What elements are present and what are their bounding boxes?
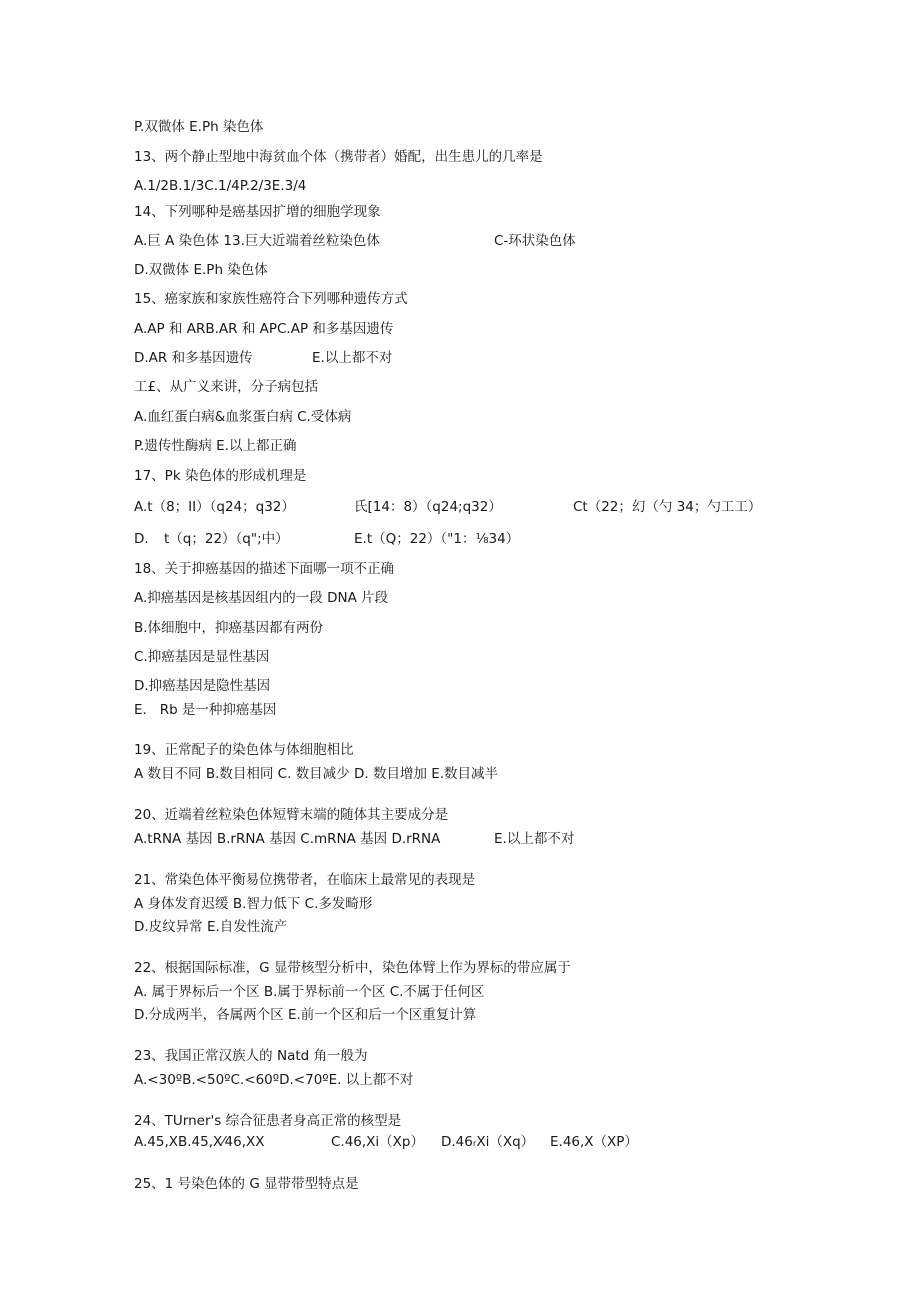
q21-option-de: D.皮纹异常 E.自发性流产 [134, 919, 288, 935]
q17-option-d: t（q；22）（q";中） [164, 531, 289, 547]
q24-option-d: D.46ᵣXi（Xq） [441, 1134, 535, 1150]
q17-option-c: Ct（22；幻（勺 34；勺工工） [573, 499, 762, 515]
q20-option-abcd: A.tRNA 基因 B.rRNA 基因 C.mRNA 基因 D.rRNA [134, 831, 441, 847]
question-17: 17、Pk 染色体的形成机理是 [134, 468, 307, 484]
q14-option-de: D.双微体 E.Ph 染色体 [134, 262, 268, 278]
question-25: 25、1 号染色体的 G 显带带型特点是 [134, 1176, 359, 1192]
question-22: 22、根据国际标准，G 显带核型分析中，染色体臂上作为界标的带应属于 [134, 960, 571, 976]
q18-option-d: D.抑癌基因是隐性基因 [134, 678, 271, 694]
question-18: 18、关于抑癌基因的描述下面哪一项不正确 [134, 561, 395, 577]
question-16: 工£、从广义来讲，分子病包括 [134, 379, 319, 395]
q16-option-abc: A.血红蛋白病&血浆蛋白病 C.受体病 [134, 409, 352, 425]
q18-option-e: E. Rb 是一种抑癌基因 [134, 702, 277, 718]
q15-option-d: D.AR 和多基因遗传 [134, 350, 253, 366]
question-23: 23、我国正常汉族人的 Natd 角一般为 [134, 1048, 368, 1064]
q17-option-b: 氏[14：8）（q24;q32） [354, 499, 502, 515]
q18-option-b: B.体细胞中，抑癌基因都有两份 [134, 620, 324, 636]
q20-option-e: E.以上都不对 [494, 831, 575, 847]
q23-options: A.<30ºB.<50ºC.<60ºD.<70ºE. 以上都不对 [134, 1072, 414, 1088]
question-15: 15、癌家族和家族性癌符合下列哪种遗传方式 [134, 291, 408, 307]
q15-option-abc: A.AP 和 ARB.AR 和 APC.AP 和多基因遗传 [134, 321, 394, 337]
q16-option-de: P.遗传性酶病 E.以上都正确 [134, 438, 297, 454]
q18-option-c: C.抑癌基因是显性基因 [134, 649, 270, 665]
q17-option-a: A.t（8；II）（q24；q32） [134, 499, 295, 515]
question-24: 24、TUrner's 综合征患者身高正常的核型是 [134, 1113, 402, 1129]
q24-option-e: E.46,X（XP） [550, 1134, 638, 1150]
q24-option-ab: A.45,XB.45,X⁄46,XX [134, 1134, 265, 1150]
question-13: 13、两个静止型地中海贫血个体（携带者）婚配，出生患儿的几率是 [134, 149, 543, 165]
q17-option-e: E.t（Q；22）（"1：⅛34） [354, 531, 520, 547]
q21-option-abc: A 身体发育迟缓 B.智力低下 C.多发畸形 [134, 896, 373, 912]
q22-option-de: D.分成两半，各属两个区 E.前一个区和后一个区重复计算 [134, 1007, 477, 1023]
q24-option-c: C.46,Xi（Xp） [331, 1134, 425, 1150]
q18-option-a: A.抑癌基因是核基因组内的一段 DNA 片段 [134, 590, 389, 606]
q17-option-d-label: D. [134, 531, 149, 547]
q19-options: A 数目不同 B.数目相同 C. 数目减少 D. 数目增加 E.数目减半 [134, 766, 499, 782]
question-14: 14、下列哪种是癌基因扩增的细胞学现象 [134, 204, 381, 220]
q13-options: A.1/2B.1/3C.1/4P.2/3E.3/4 [134, 178, 307, 194]
question-21: 21、常染色体平衡易位携带者，在临床上最常见的表现是 [134, 872, 476, 888]
q22-option-abc: A. 属于界标后一个区 B.属于界标前一个区 C.不属于任何区 [134, 984, 485, 1000]
q14-option-c: C-环状染色体 [494, 233, 576, 249]
q15-option-e: E.以上都不对 [312, 350, 393, 366]
q12-options-line: P.双微体 E.Ph 染色体 [134, 119, 264, 135]
question-20: 20、近端着丝粒染色体短臂末端的随体其主要成分是 [134, 807, 449, 823]
question-19: 19、正常配子的染色体与体细胞相比 [134, 742, 354, 758]
q14-option-ab: A.巨 A 染色体 13.巨大近端着丝粒染色体 [134, 233, 380, 249]
